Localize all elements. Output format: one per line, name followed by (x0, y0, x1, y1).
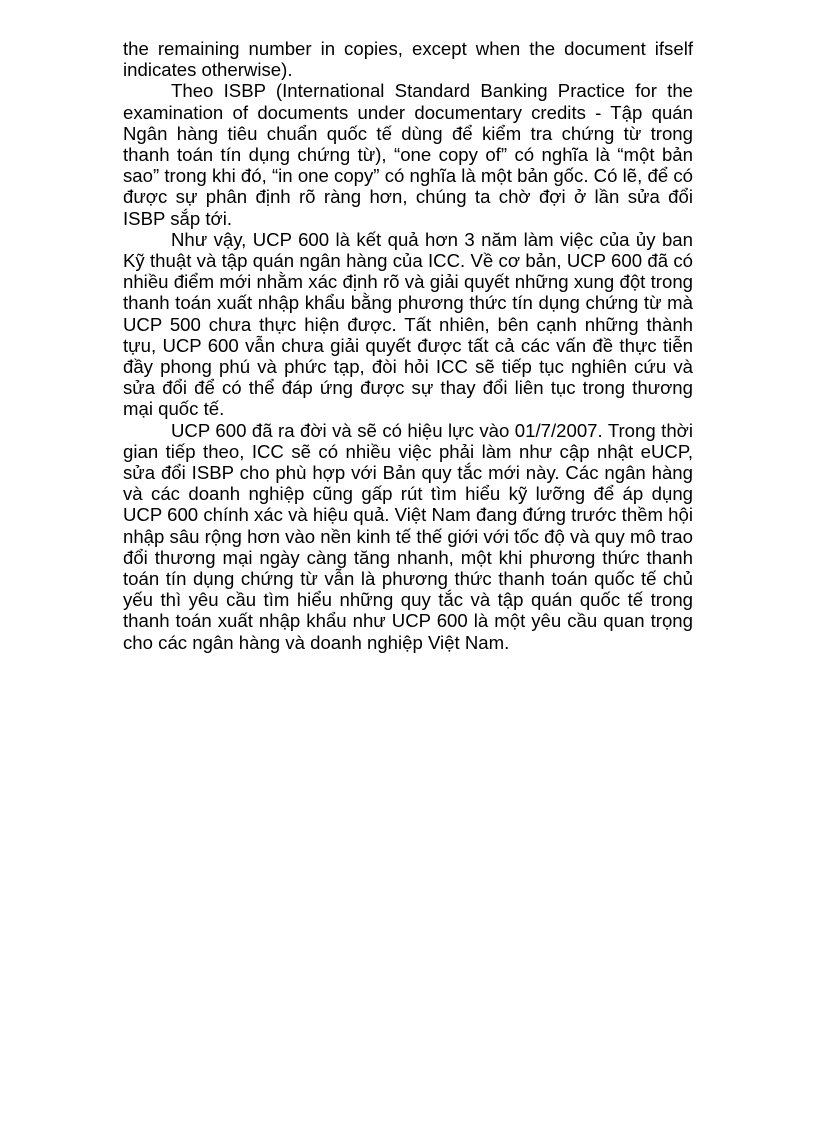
paragraph-continuation: the remaining number in copies, except when the document ifself indicates otherwise). (123, 38, 693, 81)
paragraph-ucp600-summary: Như vậy, UCP 600 là kết quả hơn 3 năm làm việc của ủy ban Kỹ thuật và tập quán ngân hàng của ICC. Về cơ bản, UCP 600 đã có nhiều điểm mới nhằm xác định rõ và giải quyết những xung đột trong thanh toán xuất nhập khẩu bằng phương thức tín dụng chứng từ mà UCP 500 chưa thực hiện được. Tất nhiên, bên cạnh những thành tựu, UCP 600 vẫn chưa giải quyết được tất cả các vấn đề thực tiễn đầy phong phú và phức tạp, đòi hỏi ICC sẽ tiếp tục nghiên cứu và sửa đổi để có thể đáp ứng được sự thay đổi liên tục trong thương mại quốc tế. (123, 228, 693, 420)
document-page (123, 38, 693, 653)
paragraph-ucp600-outlook: UCP 600 đã ra đời và sẽ có hiệu lực vào 01/7/2007. Trong thời gian tiếp theo, ICC sẽ có nhiều việc phải làm như cập nhật eUCP, sửa đổi ISBP cho phù hợp với Bản quy tắc mới này. Các ngân hàng và các doanh nghiệp cũng gấp rút tìm hiểu kỹ lưỡng để áp dụng UCP 600 chính xác và hiệu quả. Việt Nam đang đứng trước thềm hội nhập sâu rộng hơn vào nền kinh tế thế giới với tốc độ và quy mô trao đổi thương mại ngày càng tăng nhanh, một khi phương thức thanh toán tín dụng chứng từ vẫn là phương thức thanh toán quốc tế chủ yếu thì yêu cầu tìm hiểu những quy tắc và tập quán quốc tế trong thanh toán xuất nhập khẩu như UCP 600 là một yêu cầu quan trọng cho các ngân hàng và doanh nghiệp Việt Nam. (123, 419, 693, 653)
paragraph-isbp-copy-definition: Theo ISBP (International Standard Banking Practice for the examination of documents under documentary credits - Tập quán Ngân hàng tiêu chuẩn quốc tế dùng để kiểm tra chứng từ trong thanh toán tín dụng chứng từ), “one copy of” có nghĩa là “một bản sao” trong khi đó, “in one copy” có nghĩa là một bản gốc. Có lẽ, để có được sự phân định rõ ràng hơn, chúng ta chờ đợi ở lần sửa đổi ISBP sắp tới. (123, 80, 693, 229)
